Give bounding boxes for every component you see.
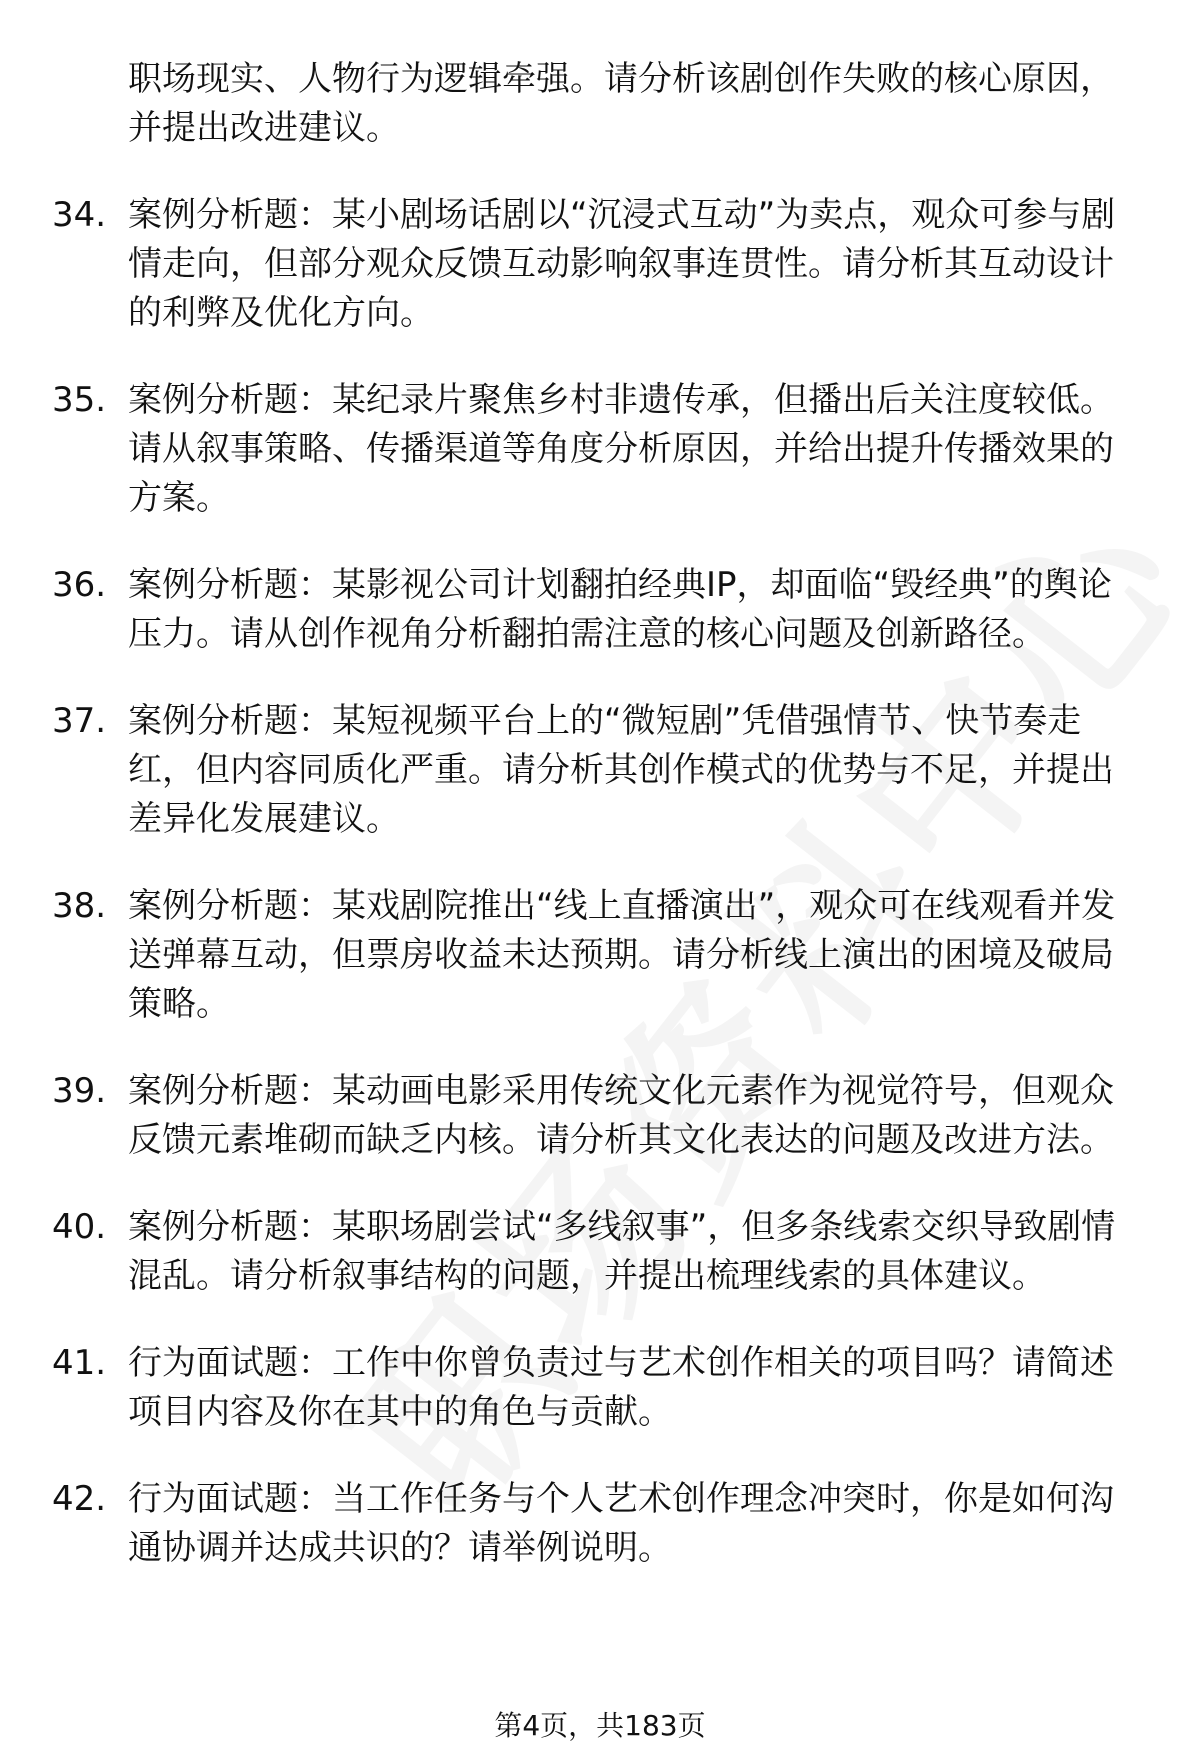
question-number: 35. bbox=[52, 380, 107, 420]
page-footer: 第4页，共183页 bbox=[494, 1709, 706, 1742]
question-number: 34. bbox=[52, 195, 107, 235]
question-number: 36. bbox=[52, 565, 107, 605]
question-item bbox=[0, 376, 1200, 523]
question-text: 案例分析题：某纪录片聚焦乡村非遗传承，但播出后关注度较低。请从叙事策略、传播渠道等角度分析原因，并给出提升传播效果的方案。 bbox=[128, 380, 1114, 518]
question-item bbox=[0, 561, 1200, 659]
question-list bbox=[0, 55, 1200, 1611]
question-text: 案例分析题：某动画电影采用传统文化元素作为视觉符号，但观众反馈元素堆砌而缺乏内核。请分析其文化表达的问题及改进方法。 bbox=[128, 1071, 1114, 1160]
question-text: 案例分析题：某职场剧尝试“多线叙事”，但多条线索交织导致剧情混乱。请分析叙事结构的问题，并提出梳理线索的具体建议。 bbox=[128, 1207, 1116, 1296]
question-number: 39. bbox=[52, 1071, 107, 1111]
question-text: 行为面试题：工作中你曾负责过与艺术创作相关的项目吗？请简述项目内容及你在其中的角色与贡献。 bbox=[128, 1343, 1114, 1432]
continued-question-text: 职场现实、人物行为逻辑牵强。请分析该剧创作失败的核心原因，并提出改进建议。 bbox=[128, 59, 1114, 148]
question-text: 案例分析题：某戏剧院推出“线上直播演出”，观众可在线观看并发送弹幕互动，但票房收益未达预期。请分析线上演出的困境及破局策略。 bbox=[128, 886, 1116, 1024]
question-item bbox=[0, 882, 1200, 1029]
question-number: 37. bbox=[52, 701, 107, 741]
question-item bbox=[0, 1067, 1200, 1165]
question-item bbox=[0, 191, 1200, 338]
question-item bbox=[0, 1475, 1200, 1573]
question-text: 案例分析题：某影视公司计划翻拍经典IP，却面临“毁经典”的舆论压力。请从创作视角分析翻拍需注意的核心问题及创新路径。 bbox=[128, 565, 1112, 654]
question-text: 案例分析题：某小剧场话剧以“沉浸式互动”为卖点，观众可参与剧情走向，但部分观众反馈互动影响叙事连贯性。请分析其互动设计的利弊及优化方向。 bbox=[128, 195, 1116, 333]
question-text: 行为面试题：当工作任务与个人艺术创作理念冲突时，你是如何沟通协调并达成共识的？请举例说明。 bbox=[128, 1479, 1114, 1568]
question-item bbox=[0, 1203, 1200, 1301]
question-number: 42. bbox=[52, 1479, 107, 1519]
question-text: 案例分析题：某短视频平台上的“微短剧”凭借强情节、快节奏走红，但内容同质化严重。请分析其创作模式的优势与不足，并提出差异化发展建议。 bbox=[128, 701, 1114, 839]
question-number: 41. bbox=[52, 1343, 107, 1383]
question-number: 38. bbox=[52, 886, 107, 926]
question-item bbox=[0, 1339, 1200, 1437]
question-item bbox=[0, 697, 1200, 844]
question-number: 40. bbox=[52, 1207, 107, 1247]
